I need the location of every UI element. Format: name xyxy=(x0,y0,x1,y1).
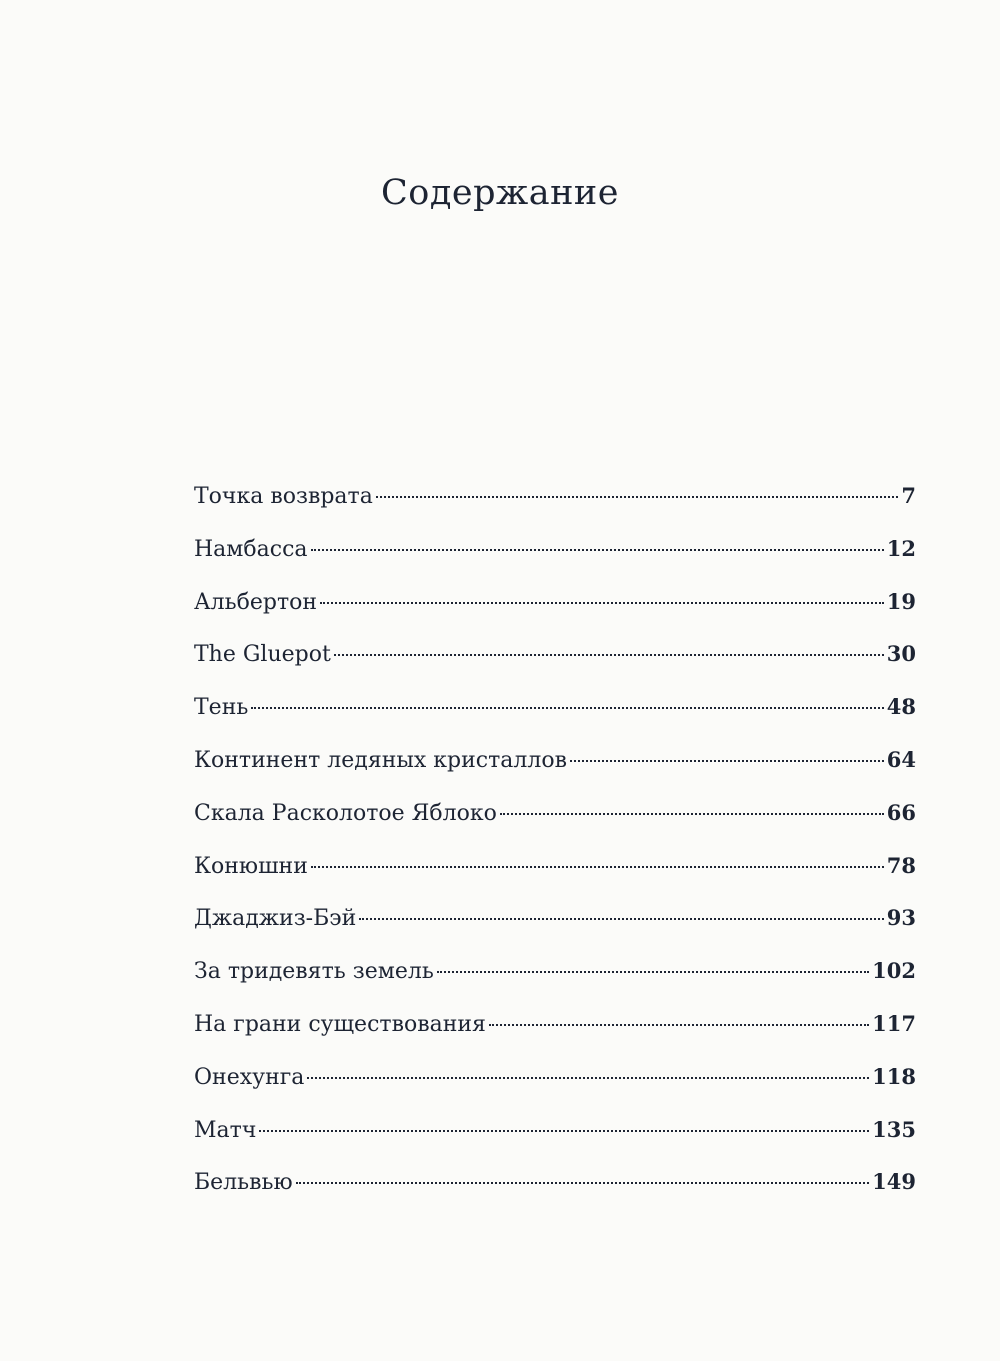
dot-leader xyxy=(500,813,884,815)
toc-entry-page: 12 xyxy=(886,535,916,561)
toc-entry xyxy=(194,900,916,953)
toc-entry xyxy=(194,531,916,584)
dot-leader xyxy=(311,866,884,868)
toc-entry-page: 93 xyxy=(886,905,916,931)
toc-entry-title: Джаджиз-Бэй xyxy=(194,906,357,932)
toc-entry-page: 64 xyxy=(886,746,916,772)
toc-entry-title: Точка возврата xyxy=(194,484,373,509)
toc-entry-title: На грани существования xyxy=(194,1011,486,1037)
toc-entry xyxy=(194,795,916,848)
dot-leader xyxy=(311,549,884,551)
toc-entry xyxy=(194,636,916,689)
toc-entry-title: Скала Расколотое Яблоко xyxy=(194,800,497,826)
toc-entry-page: 117 xyxy=(872,1010,916,1036)
toc-entry-title: Намбасса xyxy=(194,536,308,562)
toc-entry-title: Тень xyxy=(194,695,249,721)
toc-entry-title: The Gluepot xyxy=(194,642,331,668)
toc-entry-title: Матч xyxy=(194,1117,257,1143)
toc-entry-title: Бельвью xyxy=(194,1170,293,1196)
dot-leader xyxy=(437,971,869,973)
dot-leader xyxy=(570,760,884,762)
dot-leader xyxy=(259,1130,869,1132)
toc-entry-page: 19 xyxy=(886,588,916,614)
dot-leader xyxy=(320,602,884,604)
toc-entry xyxy=(194,584,916,637)
toc-entry-page: 118 xyxy=(872,1063,916,1089)
dot-leader xyxy=(296,1182,870,1184)
toc-entry-page: 78 xyxy=(886,852,916,878)
toc-entry-page: 149 xyxy=(872,1169,916,1195)
toc-entry xyxy=(194,1164,916,1217)
toc-entry-page: 102 xyxy=(872,958,916,984)
toc-entry xyxy=(194,953,916,1006)
toc-entry-page: 135 xyxy=(872,1116,916,1142)
toc-entry-title: Альбертон xyxy=(194,589,318,615)
dot-leader xyxy=(307,1077,869,1079)
toc-entry xyxy=(194,1059,916,1112)
toc-entry-title: Онехунга xyxy=(194,1064,305,1090)
toc-entry-page: 66 xyxy=(886,799,916,825)
toc-entry-title: За тридевять земель xyxy=(194,959,434,985)
toc-entry xyxy=(194,1112,916,1165)
toc-entry-page: 30 xyxy=(886,641,916,667)
toc-entry-title: Континент ледяных кристаллов xyxy=(194,747,567,773)
toc-entry xyxy=(194,478,916,531)
toc-entry-page: 7 xyxy=(901,483,916,508)
dot-leader xyxy=(251,707,883,709)
toc-entry xyxy=(194,1006,916,1059)
dot-leader xyxy=(376,496,899,498)
dot-leader xyxy=(489,1024,869,1026)
dot-leader xyxy=(334,654,884,656)
toc-entry xyxy=(194,848,916,901)
table-of-contents xyxy=(194,478,916,1217)
dot-leader xyxy=(359,918,883,920)
toc-entry-page: 48 xyxy=(886,694,916,720)
toc-entry-title: Конюшни xyxy=(194,853,308,879)
page-title: Содержание xyxy=(381,173,619,213)
toc-entry xyxy=(194,742,916,795)
toc-entry xyxy=(194,689,916,742)
